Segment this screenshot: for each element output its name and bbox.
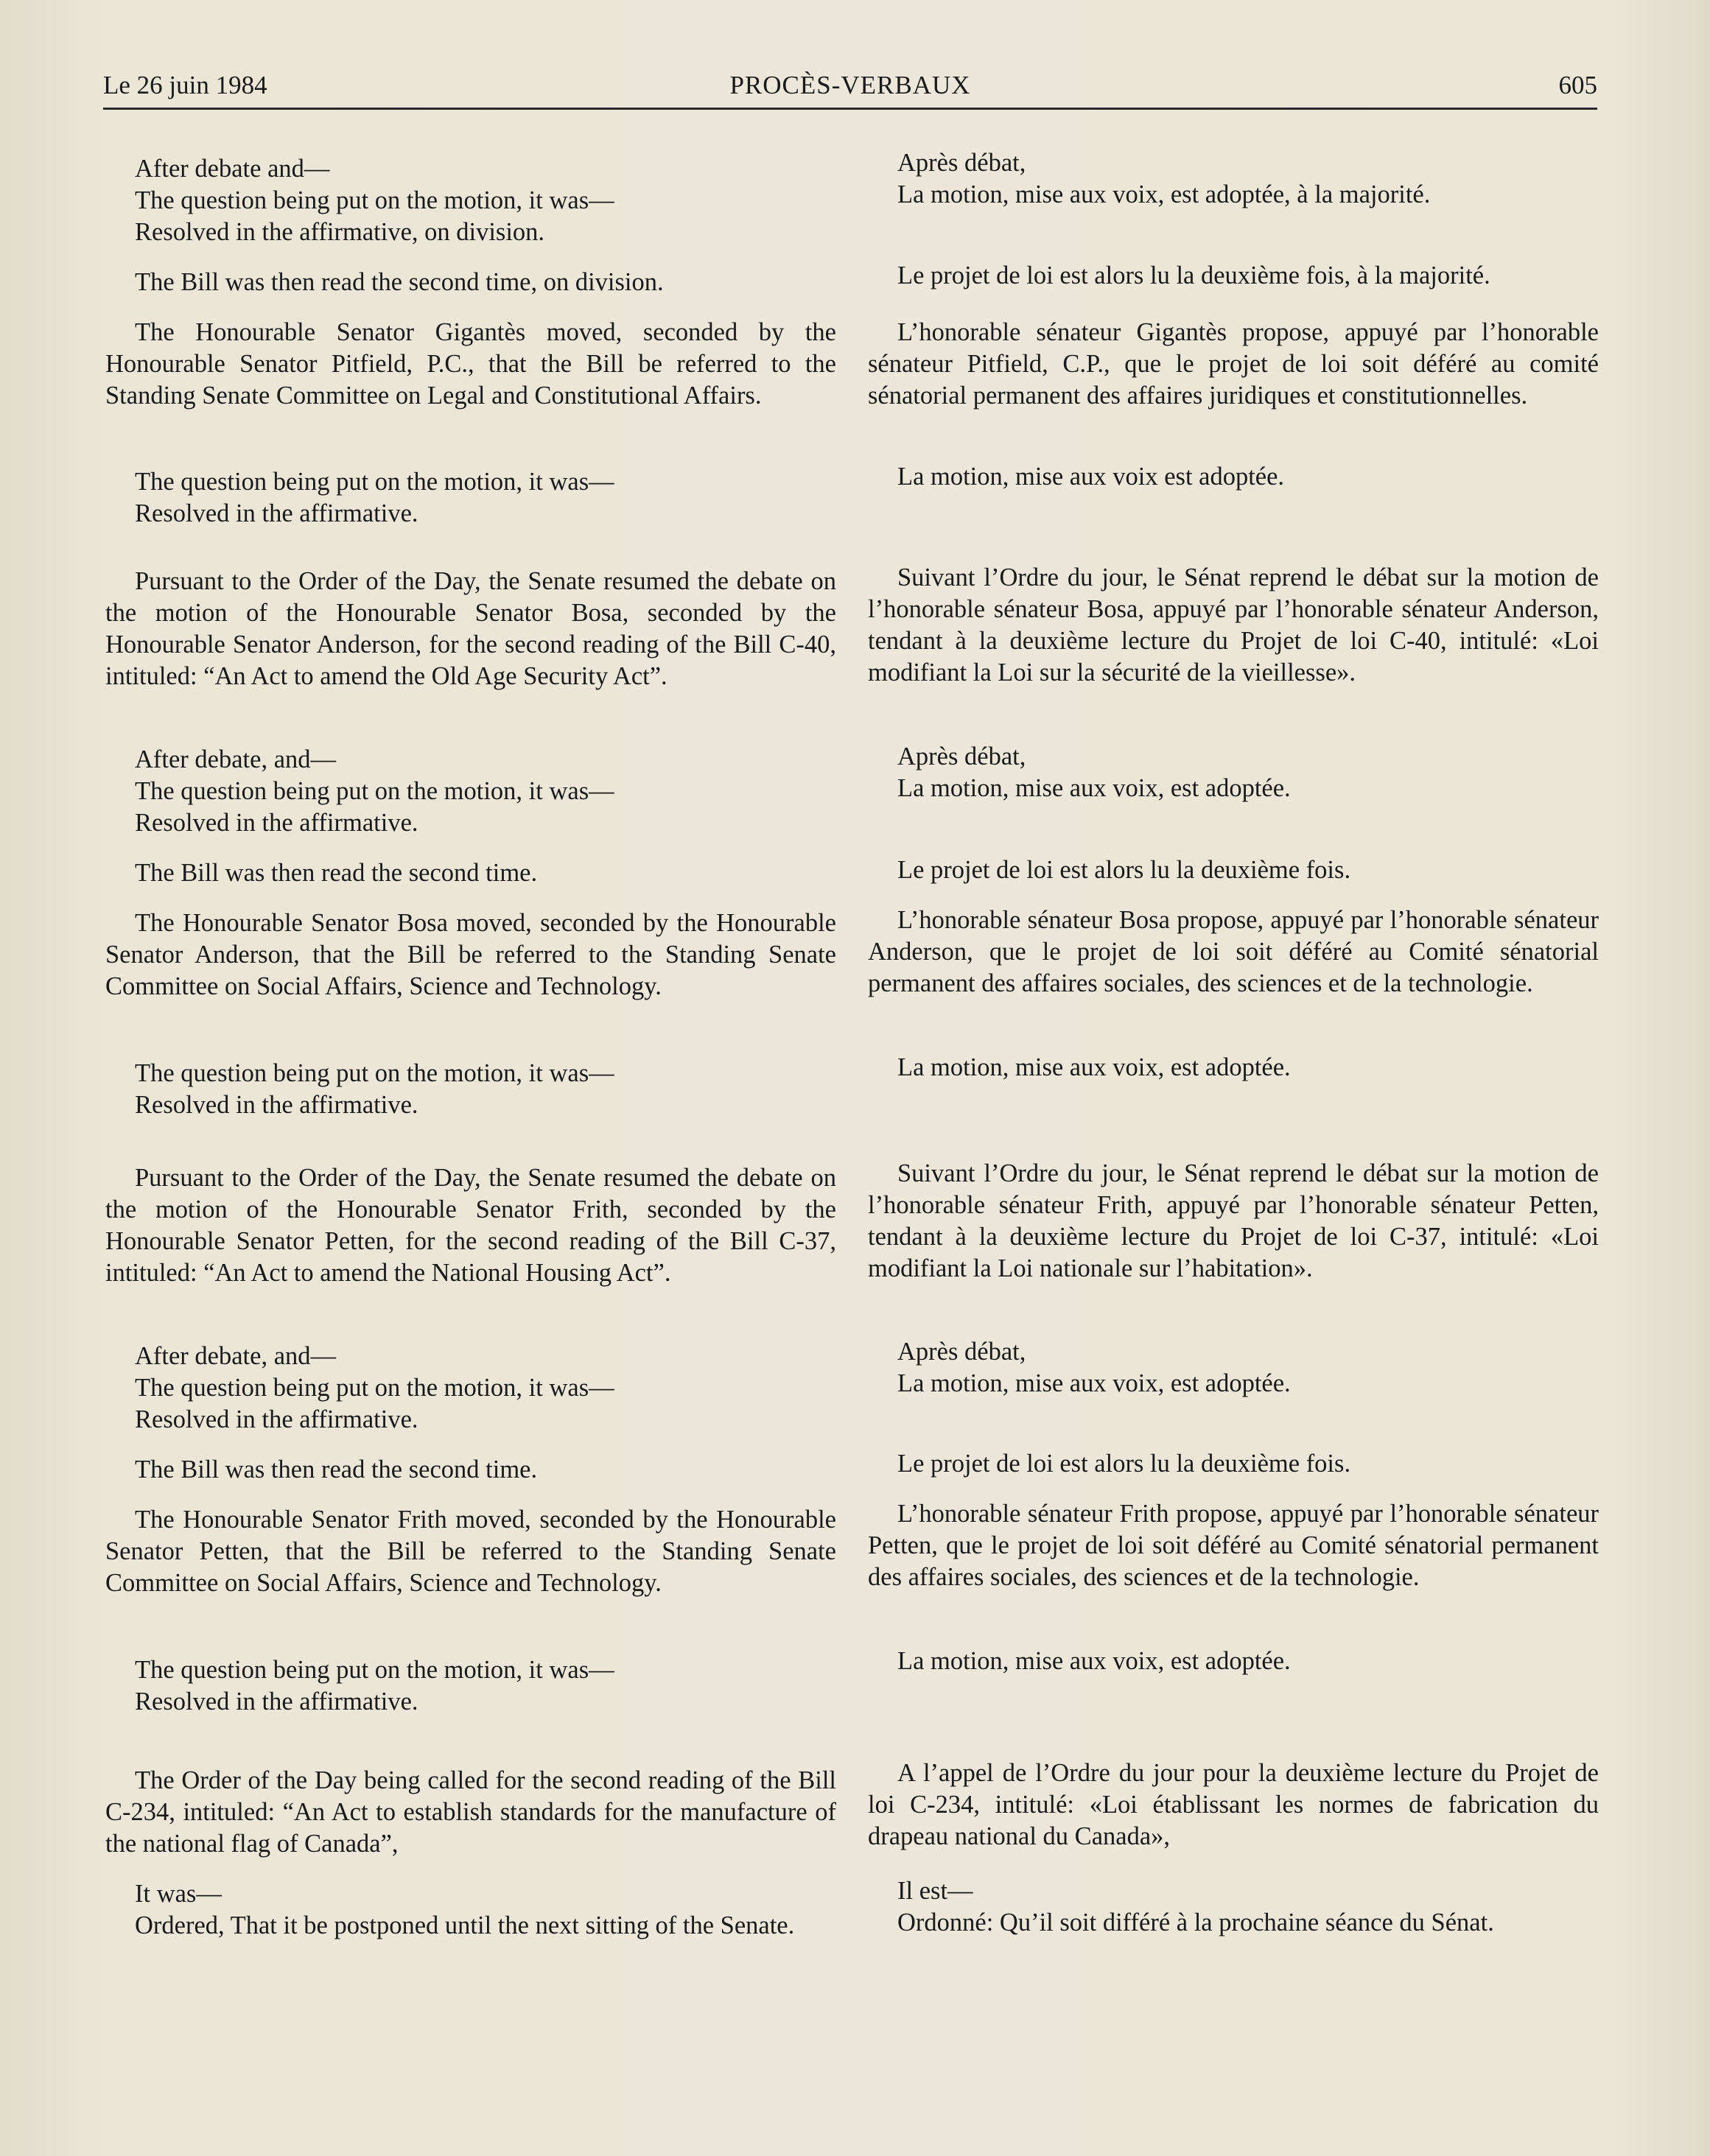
fr-motion-adoptee-majorite: La motion, mise aux voix, est adoptée, à la majorité. (897, 180, 1431, 208)
fr-motion-adoptee-4: La motion, mise aux voix, est adoptée. (897, 1369, 1291, 1397)
en-question-put-2: The question being put on the motion, it was— (135, 468, 614, 496)
en-question-put-5: The question being put on the motion, it was— (135, 1374, 614, 1402)
page-header (103, 69, 1597, 110)
en-resolved-2: Resolved in the affirmative. (135, 499, 418, 527)
en-paragraph-frith-referral: The Honourable Senator Frith moved, seconded by the Honourable Senator Petten, that the Bill be referred to the Standing Senate Committee on Social Affairs, Science and Technology. (105, 1506, 836, 1597)
fr-paragraph-frith-debat: Suivant l’Ordre du jour, le Sénat reprend le débat sur la motion de l’honorable sénateur Frith, appuyé par l’honorable sénateur Petten, tendant à la deuxième lecture du Projet de loi C-37, intitulé: «Loi modifiant la Loi nationale sur l’habitation». (868, 1159, 1599, 1282)
en-question-put-6: The question being put on the motion, it was— (135, 1656, 614, 1684)
en-after-debate-2: After debate, and— (135, 745, 337, 773)
en-it-was: It was— (135, 1880, 222, 1908)
en-resolved-5: Resolved in the affirmative. (135, 1405, 418, 1433)
fr-paragraph-bosa-renvoi: L’honorable sénateur Bosa propose, appuyé par l’honorable sénateur Anderson, que le projet de loi soit déféré au Comité sénatorial permanent des affaires sociales, des sciences et de la technologie. (868, 906, 1599, 997)
en-after-debate-3: After debate, and— (135, 1342, 337, 1370)
fr-motion-adoptee-3: La motion, mise aux voix, est adoptée. (897, 1053, 1291, 1081)
en-question-put-1: The question being put on the motion, it was— (135, 186, 614, 214)
fr-apres-debat-3: Après débat, (897, 1338, 1026, 1366)
french-column (868, 147, 1599, 2018)
fr-motion-adoptee-1: La motion, mise aux voix est adoptée. (897, 463, 1285, 491)
fr-ordonne-differe: Ordonné: Qu’il soit différé à la prochaine séance du Sénat. (897, 1909, 1494, 1936)
fr-motion-adoptee-2: La motion, mise aux voix, est adoptée. (897, 774, 1291, 802)
en-resolved-6: Resolved in the affirmative. (135, 1688, 418, 1716)
header-page-number: 605 (1558, 71, 1597, 99)
fr-deuxieme-lecture-2: Le projet de loi est alors lu la deuxième fois. (897, 856, 1351, 884)
en-question-put-4: The question being put on the motion, it was— (135, 1059, 614, 1087)
english-column (105, 147, 836, 2018)
fr-paragraph-bosa-debat: Suivant l’Ordre du jour, le Sénat reprend le débat sur la motion de l’honorable sénateur Bosa, appuyé par l’honorable sénateur Anderson, tendant à la deuxième lecture du Projet de loi C-40, intitulé: «Loi modifiant la Loi sur la sécurité de la vieillesse». (868, 563, 1599, 687)
en-paragraph-frith-debate: Pursuant to the Order of the Day, the Senate resumed the debate on the motion of the Honourable Senator Frith, seconded by the Honourable Senator Petten, for the second reading of the Bill C-37, intituled: “An Act to amend the National Housing Act”. (105, 1164, 836, 1287)
fr-paragraph-drapeau: A l’appel de l’Ordre du jour pour la deuxième lecture du Projet de loi C-234, intitulé: «Loi établissant les normes de fabrication du drapeau national du Canada», (868, 1759, 1599, 1850)
fr-deuxieme-lecture-3: Le projet de loi est alors lu la deuxième fois. (897, 1450, 1351, 1478)
en-paragraph-bosa-debate: Pursuant to the Order of the Day, the Senate resumed the debate on the motion of the Honourable Senator Bosa, seconded by the Honourable Senator Anderson, for the second reading of the Bill C-40, intituled: “An Act to amend the Old Age Security Act”. (105, 567, 836, 690)
fr-apres-debat-2: Après débat, (897, 742, 1026, 770)
en-second-reading-3: The Bill was then read the second time. (135, 1456, 538, 1483)
header-date: Le 26 juin 1984 (103, 71, 267, 99)
en-paragraph-gigantes: The Honourable Senator Gigantès moved, seconded by the Honourable Senator Pitfield, P.C., that the Bill be referred to the Standing Senate Committee on Legal and Constitutional Affairs. (105, 318, 836, 410)
en-after-debate-1: After debate and— (135, 155, 330, 183)
fr-paragraph-gigantes: L’honorable sénateur Gigantès propose, appuyé par l’honorable sénateur Pitfield, C.P., que le projet de loi soit déféré au comité sénatorial permanent des affaires juridiques et constitutionnelles. (868, 318, 1599, 410)
en-resolved-4: Resolved in the affirmative. (135, 1091, 418, 1119)
en-ordered-postponed: Ordered, That it be postponed until the next sitting of the Senate. (135, 1911, 795, 1939)
fr-deuxieme-lecture-1: Le projet de loi est alors lu la deuxième fois, à la majorité. (897, 261, 1490, 289)
header-title: PROCÈS-VERBAUX (729, 71, 971, 99)
fr-apres-debat-1: Après débat, (897, 149, 1026, 177)
en-resolved-1: Resolved in the affirmative, on division. (135, 218, 545, 246)
en-paragraph-flag-bill: The Order of the Day being called for the second reading of the Bill C-234, intituled: “An Act to establish standards for the manufacture of the national flag of Canada”, (105, 1766, 836, 1858)
fr-il-est: Il est— (897, 1877, 973, 1905)
en-second-reading-2: The Bill was then read the second time. (135, 859, 538, 887)
en-second-reading-1: The Bill was then read the second time, on division. (135, 268, 664, 296)
fr-paragraph-frith-renvoi: L’honorable sénateur Frith propose, appuyé par l’honorable sénateur Petten, que le projet de loi soit déféré au Comité sénatorial permanent des affaires sociales, des sciences et de la technologie. (868, 1500, 1599, 1591)
fr-motion-adoptee-5: La motion, mise aux voix, est adoptée. (897, 1647, 1291, 1675)
en-paragraph-bosa-referral: The Honourable Senator Bosa moved, seconded by the Honourable Senator Anderson, that the Bill be referred to the Standing Senate Committee on Social Affairs, Science and Technology. (105, 909, 836, 1000)
en-resolved-3: Resolved in the affirmative. (135, 809, 418, 837)
en-question-put-3: The question being put on the motion, it was— (135, 777, 614, 805)
